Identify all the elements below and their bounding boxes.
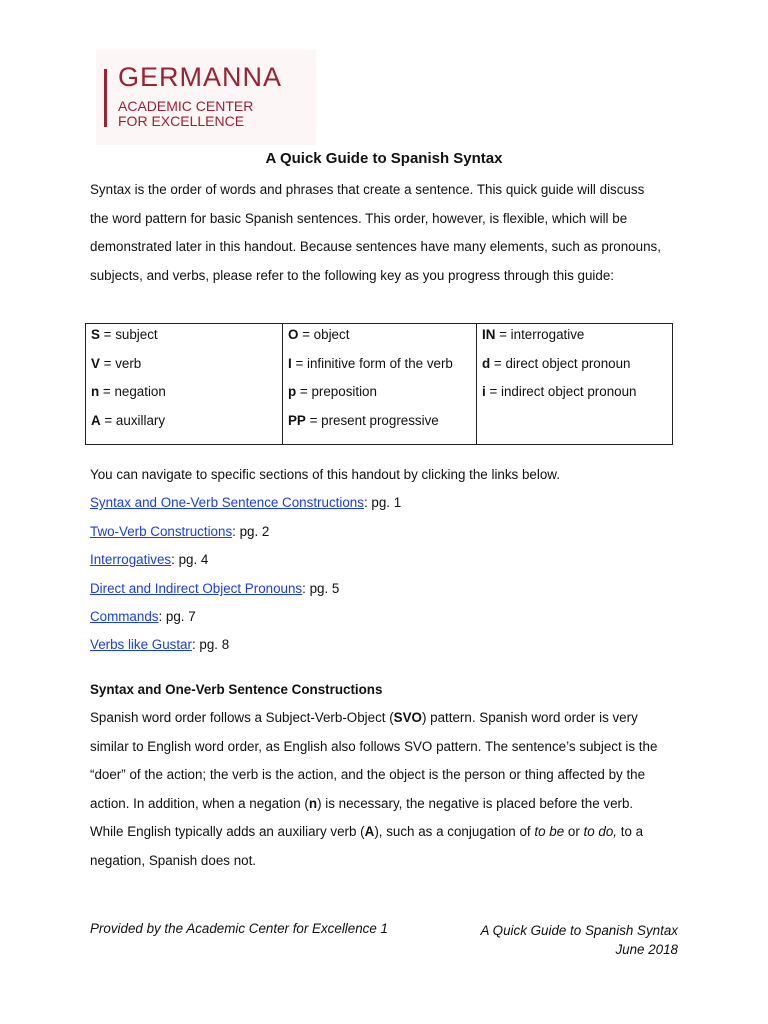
intro-paragraph [90,176,690,290]
table-cell: d = direct object pronoun [477,353,673,382]
table-row [86,353,673,382]
paragraph-line: While English typically adds an auxiliary verb (A), such as a conjugation of to be or to do, to a [90,824,644,839]
intro-line: Syntax is the order of words and phrases that create a sentence. This quick guide will discuss [90,182,645,197]
paragraph-line: Spanish word order follows a Subject-Verb-Object (SVO) pattern. Spanish word order is very [90,710,638,725]
link-verbs-like-gustar[interactable]: Verbs like Gustar [90,637,192,652]
table-cell: I = infinitive form of the verb [283,353,477,382]
table-row [86,410,673,445]
nav-intro: You can navigate to specific sections of this handout by clicking the links below. [90,467,560,482]
link-commands[interactable]: Commands [90,609,159,624]
link-interrogatives[interactable]: Interrogatives [90,552,172,567]
table-cell: n = negation [86,381,283,410]
nav-item [90,495,401,510]
intro-line: the word pattern for basic Spanish sentences. This order, however, is flexible, which will be [90,210,628,226]
page-ref: : pg. 5 [302,581,340,596]
table-cell [477,410,673,445]
section-paragraph [90,704,690,875]
nav-item [90,524,269,539]
logo-name: GERMANNA [118,62,283,92]
table-cell: i = indirect object pronoun [477,381,673,410]
footer-doc-title: A Quick Guide to Spanish Syntax [480,923,678,938]
intro-line: demonstrated later in this handout. Because sentences have many elements, such as pronouns, [90,239,661,254]
intro-line: subjects, and verbs, please refer to the following key as you progress through this guide: [90,267,615,283]
page-ref: : pg. 7 [158,609,196,624]
table-cell: IN = interrogative [477,324,673,353]
page-ref: : pg. 8 [191,637,230,652]
table-cell: O = object [283,324,477,353]
paragraph-line: “doer” of the action; the verb is the action, and the object is the person or thing affected by the [90,767,646,782]
page-ref: : pg. 2 [232,524,270,539]
table-row [86,381,673,410]
syntax-key-table [85,323,673,445]
table-cell: A = auxillary [86,410,283,445]
table-cell: V = verb [86,353,283,382]
table-cell: PP = present progressive [283,410,477,445]
page-ref: : pg. 4 [171,552,209,567]
nav-item [90,609,196,624]
footer-right [481,921,679,959]
link-two-verb[interactable]: Two-Verb Constructions [90,524,233,539]
table-cell: S = subject [86,324,283,353]
page-ref: : pg. 1 [363,495,402,510]
logo-subtitle-line-2: FOR EXCELLENCE [118,113,245,129]
logo-subtitle-line-1: ACADEMIC CENTER [118,98,254,114]
link-syntax-one-verb[interactable]: Syntax and One-Verb Sentence Constructions [90,495,364,510]
footer-date: June 2018 [615,942,678,957]
section-heading: Syntax and One-Verb Sentence Constructions [90,682,383,697]
nav-item [90,552,208,567]
table-cell: p = preposition [283,381,477,410]
document-title: A Quick Guide to Spanish Syntax [265,150,503,167]
paragraph-line: similar to English word order, as English also follows SVO pattern. The sentence’s subject is the [90,738,658,754]
table-row [86,324,673,353]
nav-item [90,581,339,596]
paragraph-line: negation, Spanish does not. [90,852,257,868]
logo-bar [104,69,107,127]
paragraph-line: action. In addition, when a negation (n) is necessary, the negative is placed before the verb. [90,795,634,811]
link-object-pronouns[interactable]: Direct and Indirect Object Pronouns [90,581,303,596]
footer-left: Provided by the Academic Center for Excellence 1 [90,921,388,936]
nav-item [90,637,229,652]
